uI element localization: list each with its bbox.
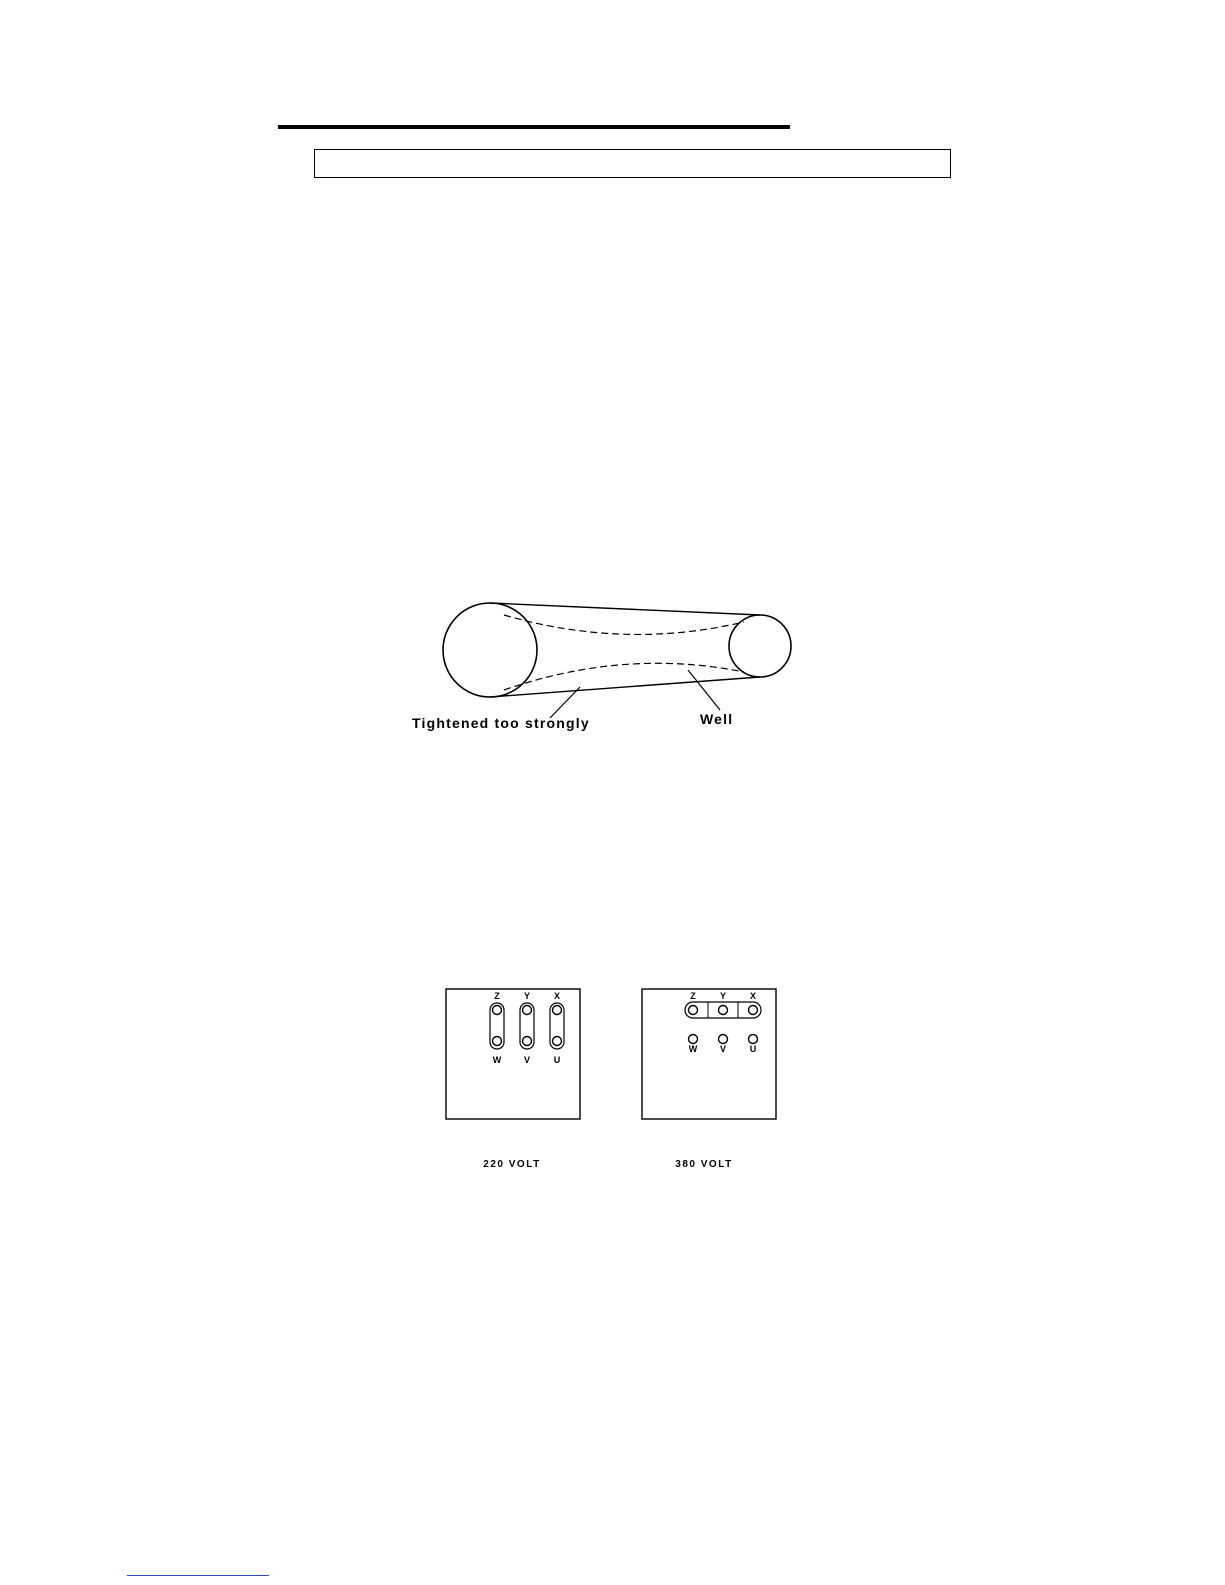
terminal-label-w: W bbox=[492, 1055, 502, 1065]
terminal-label-x: X bbox=[749, 991, 757, 1001]
belt-top-dashed bbox=[504, 615, 744, 634]
voltage-caption-220: 220 VOLT bbox=[483, 1159, 541, 1170]
board-outline bbox=[642, 989, 776, 1119]
footer-link-underline bbox=[127, 1575, 269, 1576]
terminal-label-x: X bbox=[553, 991, 561, 1001]
terminal-label-z: Z bbox=[690, 991, 696, 1001]
terminal-w bbox=[689, 1035, 698, 1044]
terminal-label-v: V bbox=[719, 1044, 727, 1054]
terminal-label-u: U bbox=[553, 1055, 561, 1065]
label-well: Well bbox=[700, 711, 734, 727]
label-too-tight: Tightened too strongly bbox=[412, 715, 590, 731]
terminal-u bbox=[749, 1035, 758, 1044]
terminal-label-y: Y bbox=[719, 991, 727, 1001]
terminal-x bbox=[553, 1006, 562, 1015]
board-outline bbox=[446, 989, 580, 1119]
header-rule bbox=[278, 125, 790, 129]
terminal-label-z: Z bbox=[494, 991, 500, 1001]
terminal-board-380v bbox=[636, 985, 786, 1175]
header-box bbox=[314, 149, 951, 178]
terminal-y bbox=[719, 1006, 728, 1015]
terminal-y bbox=[523, 1006, 532, 1015]
belt-tension-diagram bbox=[390, 600, 810, 740]
terminal-u bbox=[553, 1037, 562, 1046]
terminal-z bbox=[689, 1006, 698, 1015]
star-link-bar bbox=[685, 1002, 761, 1018]
belt-bottom-dashed bbox=[504, 663, 744, 690]
terminal-board-220v bbox=[440, 985, 590, 1175]
voltage-caption-380: 380 VOLT bbox=[675, 1159, 733, 1170]
terminal-label-w: W bbox=[688, 1044, 698, 1054]
terminal-v bbox=[523, 1037, 532, 1046]
large-pulley bbox=[443, 603, 537, 697]
belt-top-line bbox=[490, 603, 760, 615]
terminal-label-y: Y bbox=[523, 991, 531, 1001]
terminal-label-u: U bbox=[749, 1044, 757, 1054]
terminal-z bbox=[493, 1006, 502, 1015]
belt-bottom-line bbox=[490, 677, 760, 697]
leader-well bbox=[688, 670, 720, 710]
terminal-v bbox=[719, 1035, 728, 1044]
terminal-x bbox=[749, 1006, 758, 1015]
small-pulley bbox=[729, 615, 791, 677]
terminal-w bbox=[493, 1037, 502, 1046]
terminal-label-v: V bbox=[523, 1055, 531, 1065]
